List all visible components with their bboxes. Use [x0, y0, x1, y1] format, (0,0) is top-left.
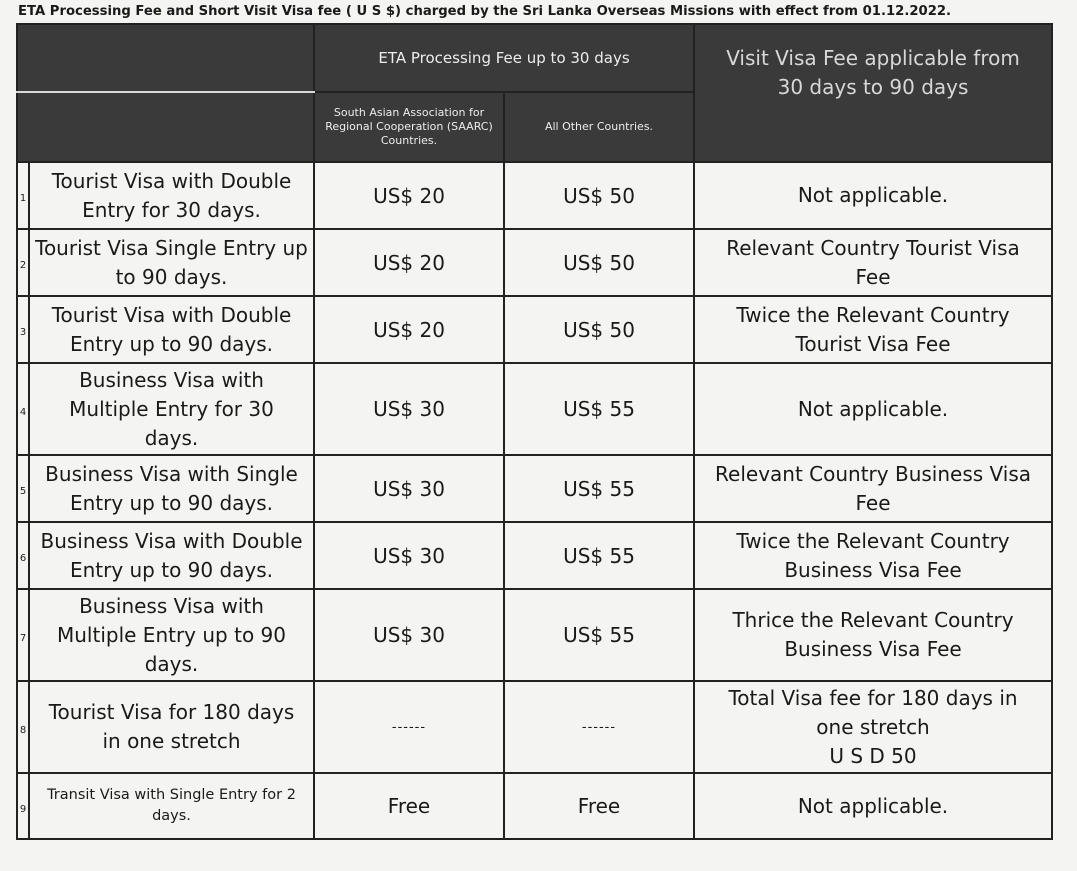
table-row — [17, 773, 1052, 839]
saarc-fee-cell: US$ 30 — [314, 589, 504, 681]
saarc-fee-cell: US$ 30 — [314, 363, 504, 455]
table-row — [17, 522, 1052, 589]
table-row — [17, 296, 1052, 363]
table-row — [17, 455, 1052, 522]
row-number: 9 — [17, 773, 29, 839]
other-countries-header: All Other Countries. — [504, 92, 694, 162]
visa-type-cell: Tourist Visa for 180 days in one stretch — [29, 681, 314, 773]
row-number: 8 — [17, 681, 29, 773]
other-fee-cell: US$ 55 — [504, 455, 694, 522]
visa-type-cell: Transit Visa with Single Entry for 2 days. — [29, 773, 314, 839]
visit-fee-cell: Not applicable. — [694, 363, 1052, 455]
saarc-fee-cell: US$ 30 — [314, 522, 504, 589]
row-number: 2 — [17, 229, 29, 296]
table-row — [17, 229, 1052, 296]
visa-type-cell: Business Visa with Double Entry up to 90 days. — [29, 522, 314, 589]
saarc-fee-cell: Free — [314, 773, 504, 839]
visit-visa-fee-header: Visit Visa Fee applicable from 30 days to 90 days — [694, 24, 1052, 162]
saarc-header: South Asian Association for Regional Cooperation (SAARC) Countries. — [314, 92, 504, 162]
visit-fee-cell: Thrice the Relevant Country Business Visa Fee — [694, 589, 1052, 681]
saarc-fee-cell: US$ 20 — [314, 229, 504, 296]
saarc-fee-cell: US$ 20 — [314, 162, 504, 229]
row-number: 5 — [17, 455, 29, 522]
visit-fee-cell: Not applicable. — [694, 162, 1052, 229]
table-row — [17, 589, 1052, 681]
header-blank-bottom — [17, 92, 314, 162]
row-number: 6 — [17, 522, 29, 589]
visit-fee-text: Total Visa fee for 180 days in one stretch — [728, 685, 1018, 739]
visa-type-cell: Tourist Visa with Double Entry for 30 days. — [29, 162, 314, 229]
visa-type-cell: Business Visa with Single Entry up to 90 days. — [29, 455, 314, 522]
visit-fee-cell: Relevant Country Tourist Visa Fee — [694, 229, 1052, 296]
visa-type-cell: Tourist Visa with Double Entry up to 90 days. — [29, 296, 314, 363]
eta-fee-header: ETA Processing Fee up to 30 days — [314, 24, 694, 92]
row-number: 1 — [17, 162, 29, 229]
visit-fee-cell: Not applicable. — [694, 773, 1052, 839]
row-number: 4 — [17, 363, 29, 455]
visit-fee-cell: Twice the Relevant Country Business Visa Fee — [694, 522, 1052, 589]
other-fee-cell: US$ 55 — [504, 363, 694, 455]
row-number: 3 — [17, 296, 29, 363]
visit-fee-cell: Relevant Country Business Visa Fee — [694, 455, 1052, 522]
table-row — [17, 681, 1052, 773]
saarc-fee-cell: US$ 30 — [314, 455, 504, 522]
other-fee-cell: US$ 50 — [504, 296, 694, 363]
header-blank-top — [17, 24, 314, 92]
other-fee-cell: Free — [504, 773, 694, 839]
visit-fee-cell — [694, 681, 1052, 773]
visa-fee-table — [16, 23, 1053, 840]
visa-type-cell: Business Visa with Multiple Entry for 30 days. — [29, 363, 314, 455]
other-fee-cell: US$ 55 — [504, 589, 694, 681]
other-fee-cell: ------ — [504, 681, 694, 773]
visit-fee-cell: Twice the Relevant Country Tourist Visa Fee — [694, 296, 1052, 363]
visit-fee-amount: U S D 50 — [829, 743, 917, 768]
row-number: 7 — [17, 589, 29, 681]
table-row — [17, 162, 1052, 229]
other-fee-cell: US$ 50 — [504, 162, 694, 229]
visa-type-cell: Business Visa with Multiple Entry up to 90 days. — [29, 589, 314, 681]
document-title: ETA Processing Fee and Short Visit Visa fee ( U S $) charged by the Sri Lanka Overseas Missions with effect from 01.12.2022. — [18, 4, 952, 19]
visa-type-cell: Tourist Visa Single Entry up to 90 days. — [29, 229, 314, 296]
saarc-fee-cell: US$ 20 — [314, 296, 504, 363]
saarc-fee-cell: ------ — [314, 681, 504, 773]
other-fee-cell: US$ 50 — [504, 229, 694, 296]
other-fee-cell: US$ 55 — [504, 522, 694, 589]
table-row — [17, 363, 1052, 455]
